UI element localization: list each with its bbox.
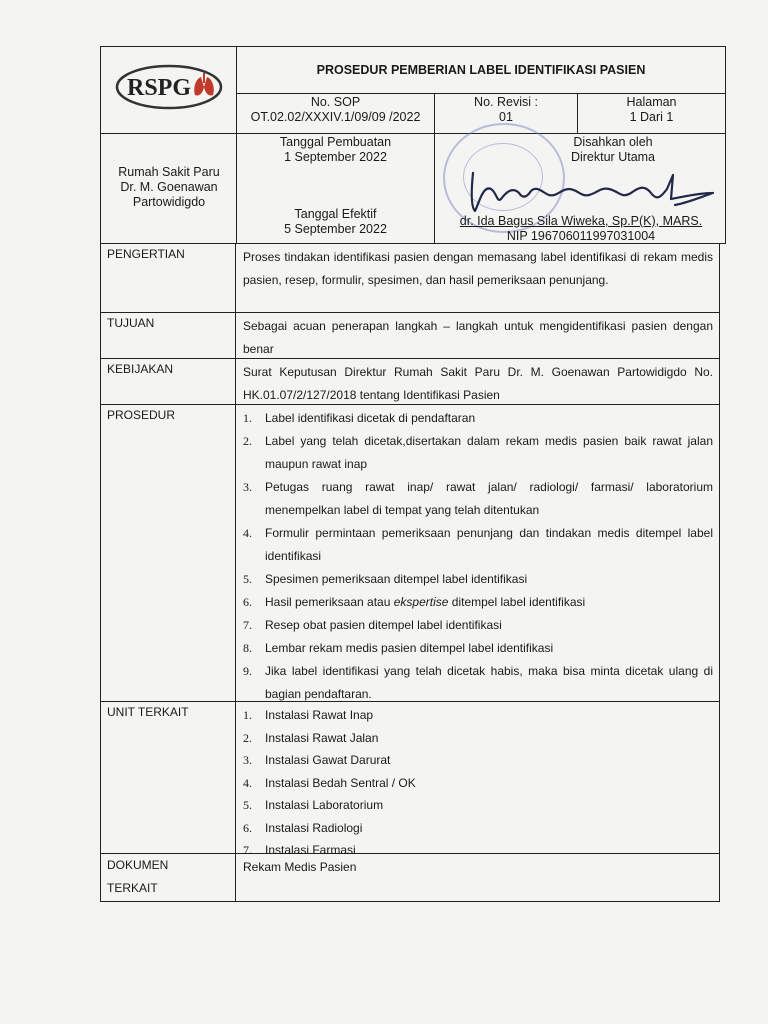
list-item: 3. Petugas ruang rawat inap/ rawat jalan/ radiologi/ farmasi/ laboratorium menempelkan label di tempat yang telah ditentukan xyxy=(243,480,713,517)
row-dokumen-terkait xyxy=(100,854,720,902)
unit-terkait-label: UNIT TERKAIT xyxy=(107,705,189,719)
signer-name: dr. Ida Bagus Sila Wiweka, Sp.P(K), MARS. xyxy=(459,214,703,228)
pengertian-label: PENGERTIAN xyxy=(107,247,185,261)
list-item: 3. Instalasi Gawat Darurat xyxy=(243,753,391,767)
director-signature xyxy=(461,163,721,219)
revisi-value: 01 xyxy=(499,110,513,124)
kebijakan-text: Surat Keputusan Direktur Rumah Sakit Paru Dr. M. Goenawan Partowidigdo No. HK.01.07/2/127/2018 tentang Identifikasi Pasien xyxy=(243,365,713,402)
revisi-label: No. Revisi : xyxy=(474,95,538,109)
dokumen-terkait-text: Rekam Medis Pasien xyxy=(243,860,357,874)
halaman-value: 1 Dari 1 xyxy=(629,110,674,124)
tanggal-efektif-label: Tanggal Efektif xyxy=(294,207,377,221)
list-item: 1. Label identifikasi dicetak di pendaftaran xyxy=(243,411,476,425)
prosedur-label: PROSEDUR xyxy=(107,408,176,422)
dokumen-terkait-label: DOKUMEN TERKAIT xyxy=(107,858,169,895)
document-title: PROSEDUR PEMBERIAN LABEL IDENTIFIKASI PASIEN xyxy=(316,63,646,77)
disahkan-role: Direktur Utama xyxy=(570,150,656,164)
pengertian-text: Proses tindakan identifikasi pasien dengan memasang label identifikasi di rekam medis pasien, resep, formulir, spesimen, dan hasil pemeriksaan penunjang. xyxy=(243,250,713,287)
tanggal-pembuatan-label: Tanggal Pembuatan xyxy=(279,135,392,149)
kebijakan-label: KEBIJAKAN xyxy=(107,362,174,376)
svg-text:RSPG: RSPG xyxy=(127,75,192,101)
signer-nip: NIP 196706011997031004 xyxy=(506,229,656,243)
list-item: 4. Instalasi Bedah Sentral / OK xyxy=(243,775,416,790)
prosedur-list xyxy=(243,407,713,706)
disahkan-label: Disahkan oleh xyxy=(573,135,653,149)
unit-list xyxy=(243,704,713,862)
list-item: 2. Label yang telah dicetak,disertakan dalam rekam medis pasien baik rawat jalan maupun rawat inap xyxy=(243,434,713,471)
list-item: 8. Lembar rekam medis pasien ditempel label identifikasi xyxy=(243,641,554,655)
halaman-label: Halaman xyxy=(626,95,677,109)
list-item: 1. Instalasi Rawat Inap xyxy=(243,708,374,722)
tujuan-text: Sebagai acuan penerapan langkah – langkah untuk mengidentifikasi pasien dengan benar xyxy=(243,319,713,356)
row-kebijakan xyxy=(100,359,720,405)
list-item: 4. Formulir permintaan pemeriksaan penunjang dan tindakan medis ditempel label identifikasi xyxy=(243,526,713,563)
row-prosedur xyxy=(100,405,720,702)
list-item: 2. Instalasi Rawat Jalan xyxy=(243,730,379,745)
list-item: 9. Jika label identifikasi yang telah dicetak habis, maka bisa minta dicetak ulang di bagian pendaftaran. xyxy=(243,664,713,701)
list-item: 7. Resep obat pasien ditempel label identifikasi xyxy=(243,618,502,632)
sop-label: No. SOP xyxy=(310,95,361,109)
sop-number: OT.02.02/XXXIV.1/09/09 /2022 xyxy=(250,110,421,124)
document-header xyxy=(100,46,726,244)
list-item: 5. Instalasi Laboratorium xyxy=(243,798,384,812)
hospital-logo xyxy=(115,63,223,111)
sop-body-table xyxy=(100,244,720,902)
list-item: 7. Instalasi Farmasi xyxy=(243,843,356,857)
row-pengertian xyxy=(100,244,720,313)
list-item: 5. Spesimen pemeriksaan ditempel label identifikasi xyxy=(243,572,528,586)
row-tujuan xyxy=(100,313,720,359)
institution-name: Rumah Sakit Paru Dr. M. Goenawan Partowidigdo xyxy=(118,165,220,209)
list-item: 6. Instalasi Radiologi xyxy=(243,820,363,835)
tanggal-efektif-value: 5 September 2022 xyxy=(284,222,387,236)
tanggal-pembuatan-value: 1 September 2022 xyxy=(284,150,387,164)
tujuan-label: TUJUAN xyxy=(107,316,155,330)
list-item: 6. Hasil pemeriksaan atau ekspertise ditempel label identifikasi xyxy=(243,595,586,609)
row-unit-terkait xyxy=(100,702,720,857)
